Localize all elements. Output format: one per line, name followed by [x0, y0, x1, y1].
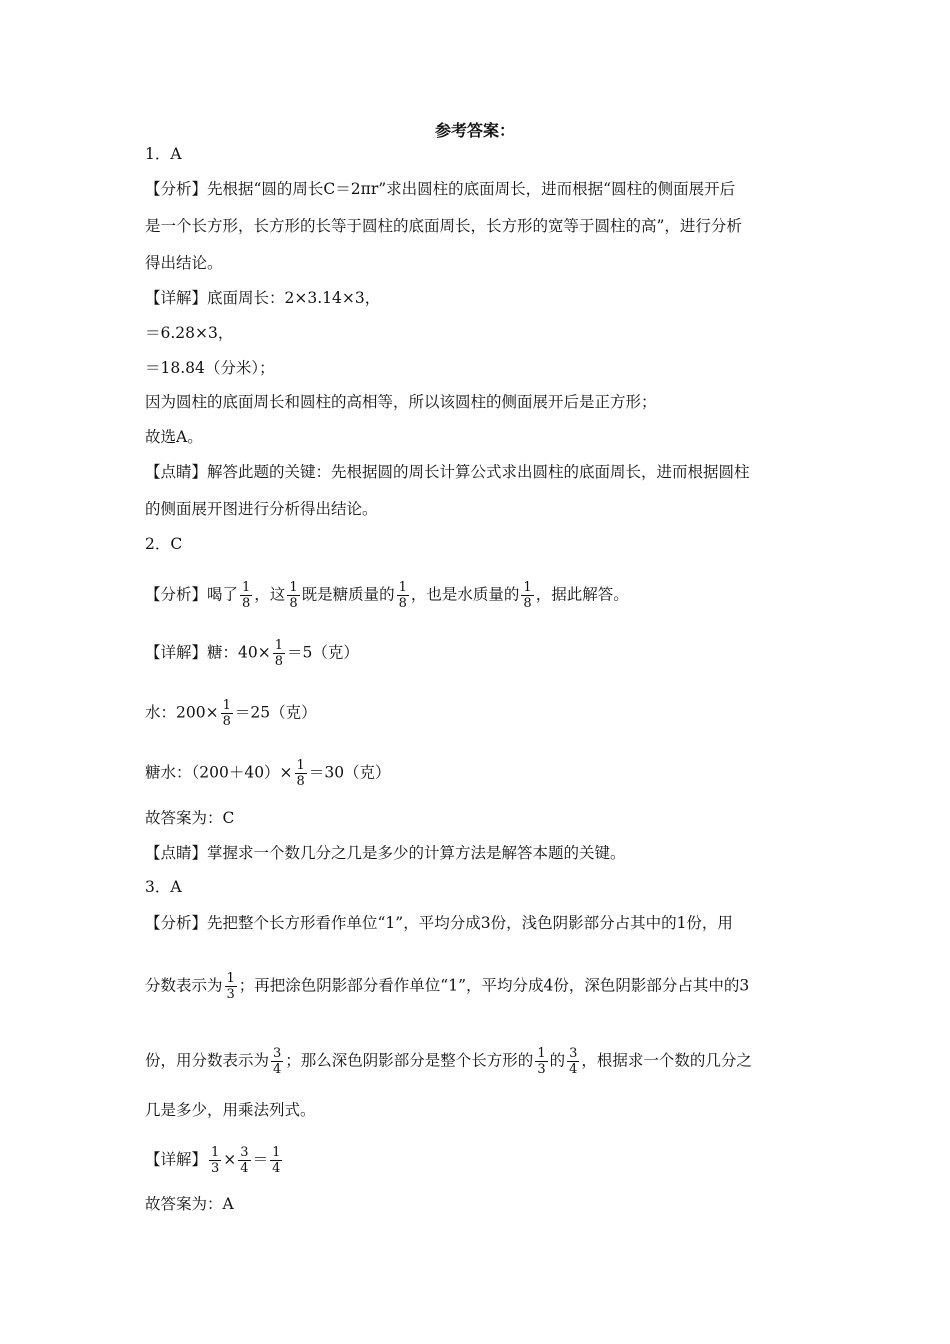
- fraction-three-fourths: [271, 1046, 283, 1077]
- fraction-numerator: 1: [398, 580, 407, 595]
- fraction-denominator: 4: [240, 1161, 249, 1176]
- fraction-one-eighth: [287, 580, 299, 611]
- equals-sign: ＝: [252, 1150, 269, 1169]
- fraction-denominator: 8: [274, 654, 283, 669]
- fraction-denominator: 8: [222, 714, 231, 729]
- fraction-one-eighth: [240, 580, 252, 611]
- page-title: 参考答案：: [434, 121, 515, 140]
- q2-mix-line: [145, 758, 391, 789]
- q1-comment-line-1: 【点睛】解答此题的关键：先根据圆的周长计算公式求出圆柱的底面周长，进而根据圆柱: [145, 463, 750, 481]
- fraction-denominator: 8: [296, 774, 305, 789]
- fraction-one-eighth: [295, 758, 307, 789]
- fraction-denominator: 4: [272, 1161, 281, 1176]
- fraction-numerator: 3: [240, 1145, 249, 1160]
- q3-analysis-line-3: [145, 1046, 752, 1077]
- q2-water-text-b: ＝25（克）: [234, 703, 317, 722]
- fraction-denominator: 8: [398, 596, 407, 611]
- q1-analysis-line-2: 是一个长方形，长方形的长等于圆柱的底面周长，长方形的宽等于圆柱的高”，进行分析: [145, 217, 742, 235]
- q3-analysis-line-4: 几是多少，用乘法列式。: [145, 1101, 316, 1119]
- fraction-one-eighth: [273, 638, 285, 669]
- fraction-denominator: 8: [523, 596, 532, 611]
- fraction-denominator: 3: [226, 987, 235, 1002]
- q2-water-text-a: 水：200×: [145, 703, 219, 722]
- q3-detail-line: [145, 1145, 284, 1176]
- fraction-numerator: 1: [226, 971, 235, 986]
- fraction-denominator: 4: [273, 1062, 282, 1077]
- fraction-numerator: 1: [296, 758, 305, 773]
- fraction-denominator: 8: [242, 596, 251, 611]
- fraction-numerator: 1: [289, 580, 298, 595]
- q1-detail-line-2: ＝6.28×3，: [145, 324, 234, 342]
- fraction-numerator: 1: [242, 580, 251, 595]
- fraction-numerator: 1: [274, 638, 283, 653]
- q1-detail-line-5: 故选A。: [145, 428, 203, 446]
- fraction-denominator: 3: [211, 1161, 220, 1176]
- q2-analysis-text-e: ，据此解答。: [535, 585, 629, 604]
- q2-sugar-line: [145, 638, 359, 669]
- q1-detail-line-1: 【详解】底面周长：2×3.14×3，: [145, 289, 381, 307]
- fraction-numerator: 1: [523, 580, 532, 595]
- q3-analysis-text-3d: ，根据求一个数的几分之: [581, 1051, 752, 1070]
- q3-analysis-line-1: 【分析】先把整个长方形看作单位“1”，平均分成3份，浅色阴影部分占其中的1份，用: [145, 914, 733, 932]
- q1-analysis-line-1: 【分析】先根据“圆的周长C＝2πr”求出圆柱的底面周长，进而根据“圆柱的侧面展开后: [145, 180, 736, 198]
- q2-heading: 2．C: [145, 535, 183, 553]
- fraction-one-eighth: [397, 580, 409, 611]
- q2-water-line: [145, 698, 317, 729]
- q2-analysis-text-b: ，这: [254, 585, 286, 604]
- q1-heading: 1．A: [145, 145, 182, 163]
- q3-analysis-line-2: [145, 971, 749, 1002]
- fraction-denominator: 3: [537, 1062, 546, 1077]
- fraction-numerator: 3: [569, 1046, 578, 1061]
- q3-analysis-text-2b: ；再把涂色阴影部分看作单位“1”，平均分成4份，深色阴影部分占其中的3: [238, 976, 750, 995]
- q2-analysis-text-d: ，也是水质量的: [410, 585, 520, 604]
- q3-analysis-text-3a: 份，用分数表示为: [145, 1051, 270, 1070]
- fraction-numerator: 1: [537, 1046, 546, 1061]
- q3-detail-label: 【详解】: [145, 1150, 208, 1169]
- fraction-one-third: [209, 1145, 221, 1176]
- q2-answer: 故答案为：C: [145, 809, 235, 827]
- q3-heading: 3．A: [145, 878, 182, 896]
- q2-sugar-text-a: 【详解】糖：40×: [145, 643, 271, 662]
- fraction-one-third: [225, 971, 237, 1002]
- q2-sugar-text-b: ＝5（克）: [287, 643, 359, 662]
- q2-analysis-line: [145, 580, 629, 611]
- fraction-one-third: [535, 1046, 547, 1077]
- fraction-one-eighth: [521, 580, 533, 611]
- q2-analysis-text-c: 既是糖质量的: [301, 585, 395, 604]
- fraction-one-eighth: [221, 698, 233, 729]
- fraction-numerator: 3: [273, 1046, 282, 1061]
- fraction-three-fourths: [567, 1046, 579, 1077]
- q1-detail-line-4: 因为圆柱的底面周长和圆柱的高相等，所以该圆柱的侧面展开后是正方形；: [145, 393, 657, 411]
- q3-analysis-text-3b: ；那么深色阴影部分是整个长方形的: [285, 1051, 534, 1070]
- q1-analysis-line-3: 得出结论。: [145, 254, 223, 272]
- q1-comment-line-2: 的侧面展开图进行分析得出结论。: [145, 500, 378, 518]
- fraction-numerator: 1: [222, 698, 231, 713]
- fraction-numerator: 1: [211, 1145, 220, 1160]
- q2-mix-text-a: 糖水：（200＋40）×: [145, 763, 293, 782]
- fraction-denominator: 8: [289, 596, 298, 611]
- q2-comment: 【点睛】掌握求一个数几分之几是多少的计算方法是解答本题的关键。: [145, 844, 626, 862]
- fraction-one-fourth: [270, 1145, 282, 1176]
- fraction-three-fourths: [238, 1145, 250, 1176]
- q3-answer: 故答案为：A: [145, 1195, 234, 1213]
- q2-mix-text-b: ＝30（克）: [308, 763, 391, 782]
- q3-analysis-text-2a: 分数表示为: [145, 976, 223, 995]
- q3-analysis-text-3c: 的: [549, 1051, 566, 1070]
- fraction-numerator: 1: [272, 1145, 281, 1160]
- q2-analysis-text-a: 【分析】喝了: [145, 585, 239, 604]
- fraction-denominator: 4: [569, 1062, 578, 1077]
- times-sign: ×: [223, 1150, 237, 1169]
- q1-detail-line-3: ＝18.84（分米）；: [145, 359, 275, 377]
